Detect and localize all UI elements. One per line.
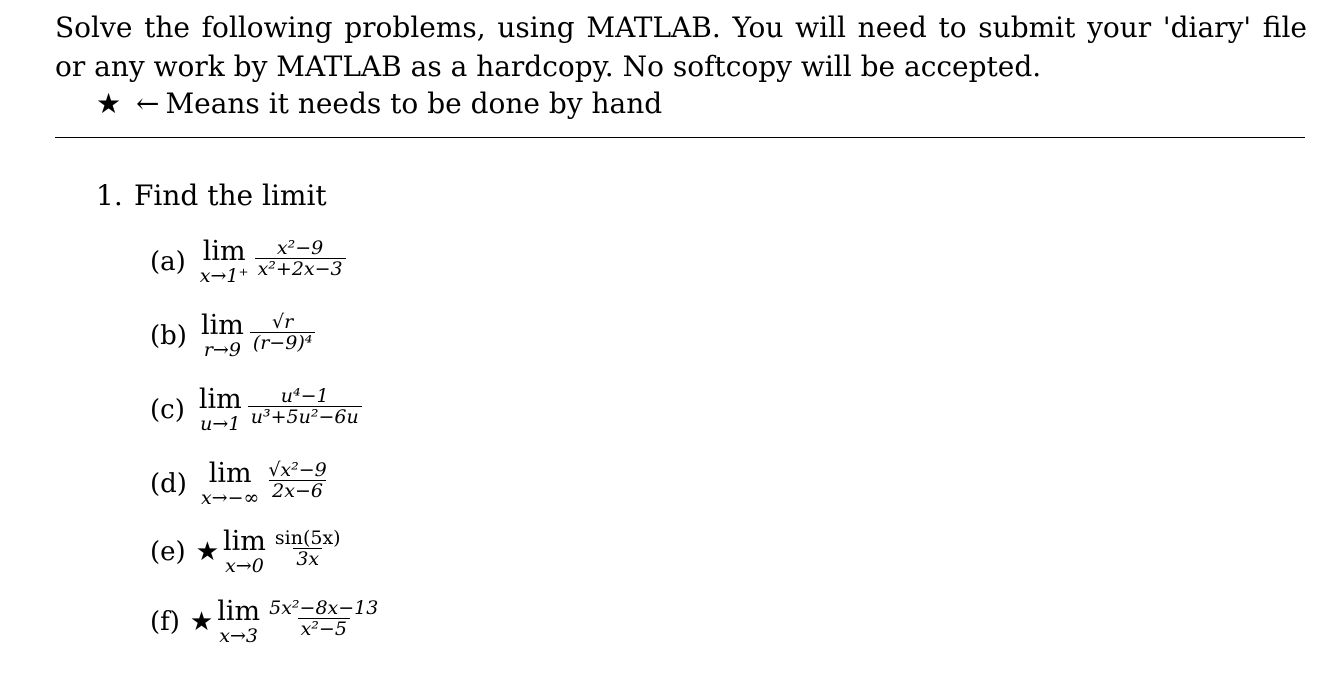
- limit-item-b: [150, 312, 315, 360]
- fraction-denominator: x²+2x−3: [255, 258, 346, 279]
- limit-operator: [223, 528, 266, 576]
- fraction-denominator: 2x−6: [269, 480, 326, 501]
- item-label: (d): [150, 469, 187, 499]
- hand-work-note-text: Means it needs to be done by hand: [165, 87, 663, 120]
- problem-number: 1.: [96, 179, 123, 212]
- limit-fraction: [255, 238, 346, 279]
- limit-approach: x→0: [225, 555, 264, 577]
- limit-item-e: [150, 528, 344, 576]
- limit-approach: x→1⁺: [199, 265, 249, 287]
- left-arrow-icon: ←: [136, 87, 160, 120]
- limit-item-d: [150, 460, 330, 508]
- fraction-denominator: 3x: [293, 548, 322, 569]
- lim-text: lim: [198, 384, 242, 415]
- horizontal-divider: [55, 137, 1305, 138]
- item-label: (f): [150, 607, 180, 637]
- hand-work-note: [96, 86, 662, 122]
- item-label: (c): [150, 395, 185, 425]
- fraction-numerator: 5x²−8x−13: [269, 596, 379, 619]
- fraction-numerator: sin(5x): [274, 526, 341, 549]
- limit-operator: [199, 386, 242, 434]
- limit-approach: x→−∞: [200, 487, 260, 509]
- fraction-numerator: x²−9: [276, 236, 324, 259]
- limit-fraction: [265, 460, 329, 501]
- fraction-numerator: u⁴−1: [280, 384, 329, 407]
- fraction-numerator: √r: [271, 310, 294, 333]
- item-label: (b): [150, 321, 187, 351]
- fraction-numerator: √x²−9: [268, 458, 327, 481]
- lim-text: lim: [217, 596, 261, 627]
- limit-operator: [217, 598, 260, 646]
- limit-item-f: [150, 598, 381, 646]
- lim-text: lim: [202, 236, 246, 267]
- limit-item-c: [150, 386, 362, 434]
- star-icon: ★: [189, 607, 214, 637]
- problem-heading: [96, 178, 327, 214]
- limit-fraction: [272, 528, 344, 569]
- item-label: (e): [150, 537, 186, 567]
- limit-approach: x→3: [219, 625, 259, 647]
- limit-fraction: [266, 598, 381, 639]
- limit-fraction: [248, 386, 362, 427]
- fraction-denominator: u³+5u²−6u: [248, 406, 362, 427]
- fraction-denominator: (r−9)⁴: [250, 332, 316, 353]
- limit-operator: [201, 312, 244, 360]
- fraction-denominator: x²−5: [298, 618, 350, 639]
- star-icon: ★: [195, 537, 219, 567]
- limit-operator: [201, 460, 259, 508]
- lim-text: lim: [223, 526, 266, 557]
- limit-operator: [200, 238, 249, 286]
- instructions-text: Solve the following problems, using MATLAB. You will need to submit your 'diary' file or any work by MATLAB as a hardcopy. No softcopy will be accepted.: [55, 11, 1307, 83]
- lim-text: lim: [208, 458, 252, 489]
- limit-item-a: [150, 238, 346, 286]
- problem-title: Find the limit: [134, 179, 327, 212]
- limit-approach: r→9: [203, 339, 241, 361]
- star-icon: ★: [96, 87, 122, 120]
- item-label: (a): [150, 247, 186, 277]
- lim-text: lim: [200, 310, 244, 341]
- limit-fraction: [250, 312, 316, 353]
- limit-approach: u→1: [200, 413, 241, 435]
